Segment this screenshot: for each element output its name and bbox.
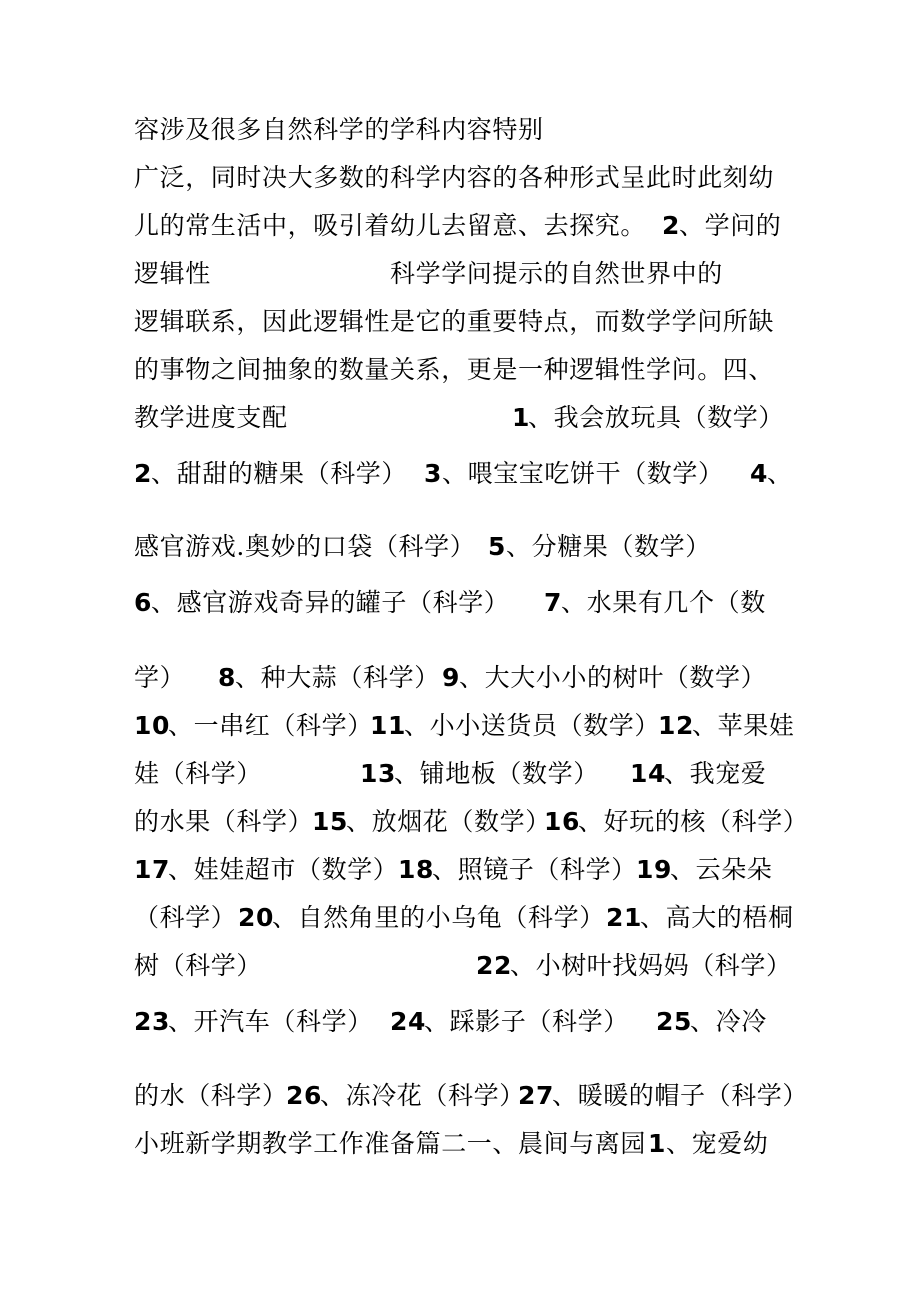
item-number: 8: [218, 663, 236, 692]
text-segment: 逻辑性: [134, 259, 211, 288]
text-segment: 、分糖果（数学）: [506, 532, 711, 561]
text-segment: 、小树叶找妈妈（科学）: [510, 951, 792, 980]
text-segment: 、云朵朵: [670, 855, 773, 884]
item-number: 21: [606, 903, 642, 932]
text-segment: 、喂宝宝吃饼干（数学）: [442, 459, 724, 488]
text-segment: 的水（科学）: [134, 1081, 288, 1110]
text-segment: 、冻冷花（科学）: [320, 1081, 525, 1110]
text-segment: 教学进度支配: [134, 403, 288, 432]
text-segment: 的水果（科学）: [134, 807, 314, 836]
item-number: 24: [390, 1007, 426, 1036]
text-segment: 、好玩的核（科学）: [578, 807, 809, 836]
text-segment: 娃（科学）: [134, 759, 263, 788]
text-segment: 、学问的: [679, 211, 782, 240]
text-segment: 、开汽车（科学）: [168, 1007, 373, 1036]
text-segment: 、种大蒜（科学）: [235, 663, 440, 692]
item-number: 17: [134, 855, 170, 884]
item-number: 22: [476, 951, 512, 980]
text-segment: 、我宠爱: [664, 759, 767, 788]
text-segment: 、水果有几个（数: [561, 588, 766, 617]
item-number: 9: [442, 663, 460, 692]
text-segment: 、大大小小的树叶（数学）: [459, 663, 767, 692]
text-segment: 、铺地板（数学）: [394, 759, 599, 788]
item-number: 18: [398, 855, 434, 884]
text-segment: 、宠爱幼: [666, 1129, 769, 1158]
item-number: 2: [662, 211, 680, 240]
item-number: 25: [656, 1007, 692, 1036]
item-number: 6: [134, 588, 152, 617]
text-segment: （科学）: [134, 903, 237, 932]
item-number: 19: [636, 855, 672, 884]
text-segment: 感官游戏.奥妙的口袋（科学）: [134, 532, 476, 561]
item-number: 7: [544, 588, 562, 617]
item-number: 27: [518, 1081, 554, 1110]
text-segment: 、感官游戏奇异的罐子（科学）: [151, 588, 510, 617]
item-number: 11: [370, 711, 406, 740]
item-number: 1: [648, 1129, 666, 1158]
item-number: 10: [134, 711, 170, 740]
text-segment: 、甜甜的糖果（科学）: [151, 459, 408, 488]
text-segment: 、冷冷: [690, 1007, 767, 1036]
item-number: 14: [630, 759, 666, 788]
item-number: 16: [544, 807, 580, 836]
text-segment: 小班新学期教学工作准备篇二一、晨间与离园: [134, 1129, 647, 1158]
text-segment: 树（科学）: [134, 951, 263, 980]
text-segment: 、我会放玩具（数学）: [528, 403, 785, 432]
item-number: 2: [134, 459, 152, 488]
text-segment: 学）: [134, 663, 186, 692]
text-segment: 、照镜子（科学）: [432, 855, 637, 884]
text-segment: 、高大的梧桐: [640, 903, 794, 932]
text-segment: 、踩影子（科学）: [424, 1007, 629, 1036]
text-segment: 、暖暖的帽子（科学）: [552, 1081, 809, 1110]
text-segment: 逻辑联系，因此逻辑性是它的重要特点，而数学学问所缺: [134, 307, 775, 336]
text-segment: 、: [767, 459, 793, 488]
text-segment: 容涉及很多自然科学的学科内容特别: [134, 115, 544, 144]
text-segment: 广泛，同时决大多数的科学内容的各种形式呈此时此刻幼: [134, 163, 775, 192]
item-number: 26: [286, 1081, 322, 1110]
item-number: 4: [750, 459, 768, 488]
item-number: 15: [312, 807, 348, 836]
text-segment: 、放烟花（数学）: [346, 807, 551, 836]
item-number: 23: [134, 1007, 170, 1036]
item-number: 13: [360, 759, 396, 788]
text-segment: 儿的常生活中，吸引着幼儿去留意、去探究。: [134, 211, 647, 240]
text-segment: 、一串红（科学）: [168, 711, 373, 740]
text-segment: 的事物之间抽象的数量关系，更是一种逻辑性学问。四、: [134, 355, 775, 384]
item-number: 3: [424, 459, 442, 488]
text-segment: 、娃娃超市（数学）: [168, 855, 399, 884]
text-segment: 、小小送货员（数学）: [404, 711, 661, 740]
text-segment: 、苹果娃: [692, 711, 795, 740]
item-number: 12: [658, 711, 694, 740]
item-number: 1: [512, 403, 530, 432]
item-number: 20: [238, 903, 274, 932]
item-number: 5: [488, 532, 506, 561]
text-segment: 科学学问提示的自然世界中的: [390, 259, 723, 288]
text-segment: 、自然角里的小乌龟（科学）: [272, 903, 605, 932]
